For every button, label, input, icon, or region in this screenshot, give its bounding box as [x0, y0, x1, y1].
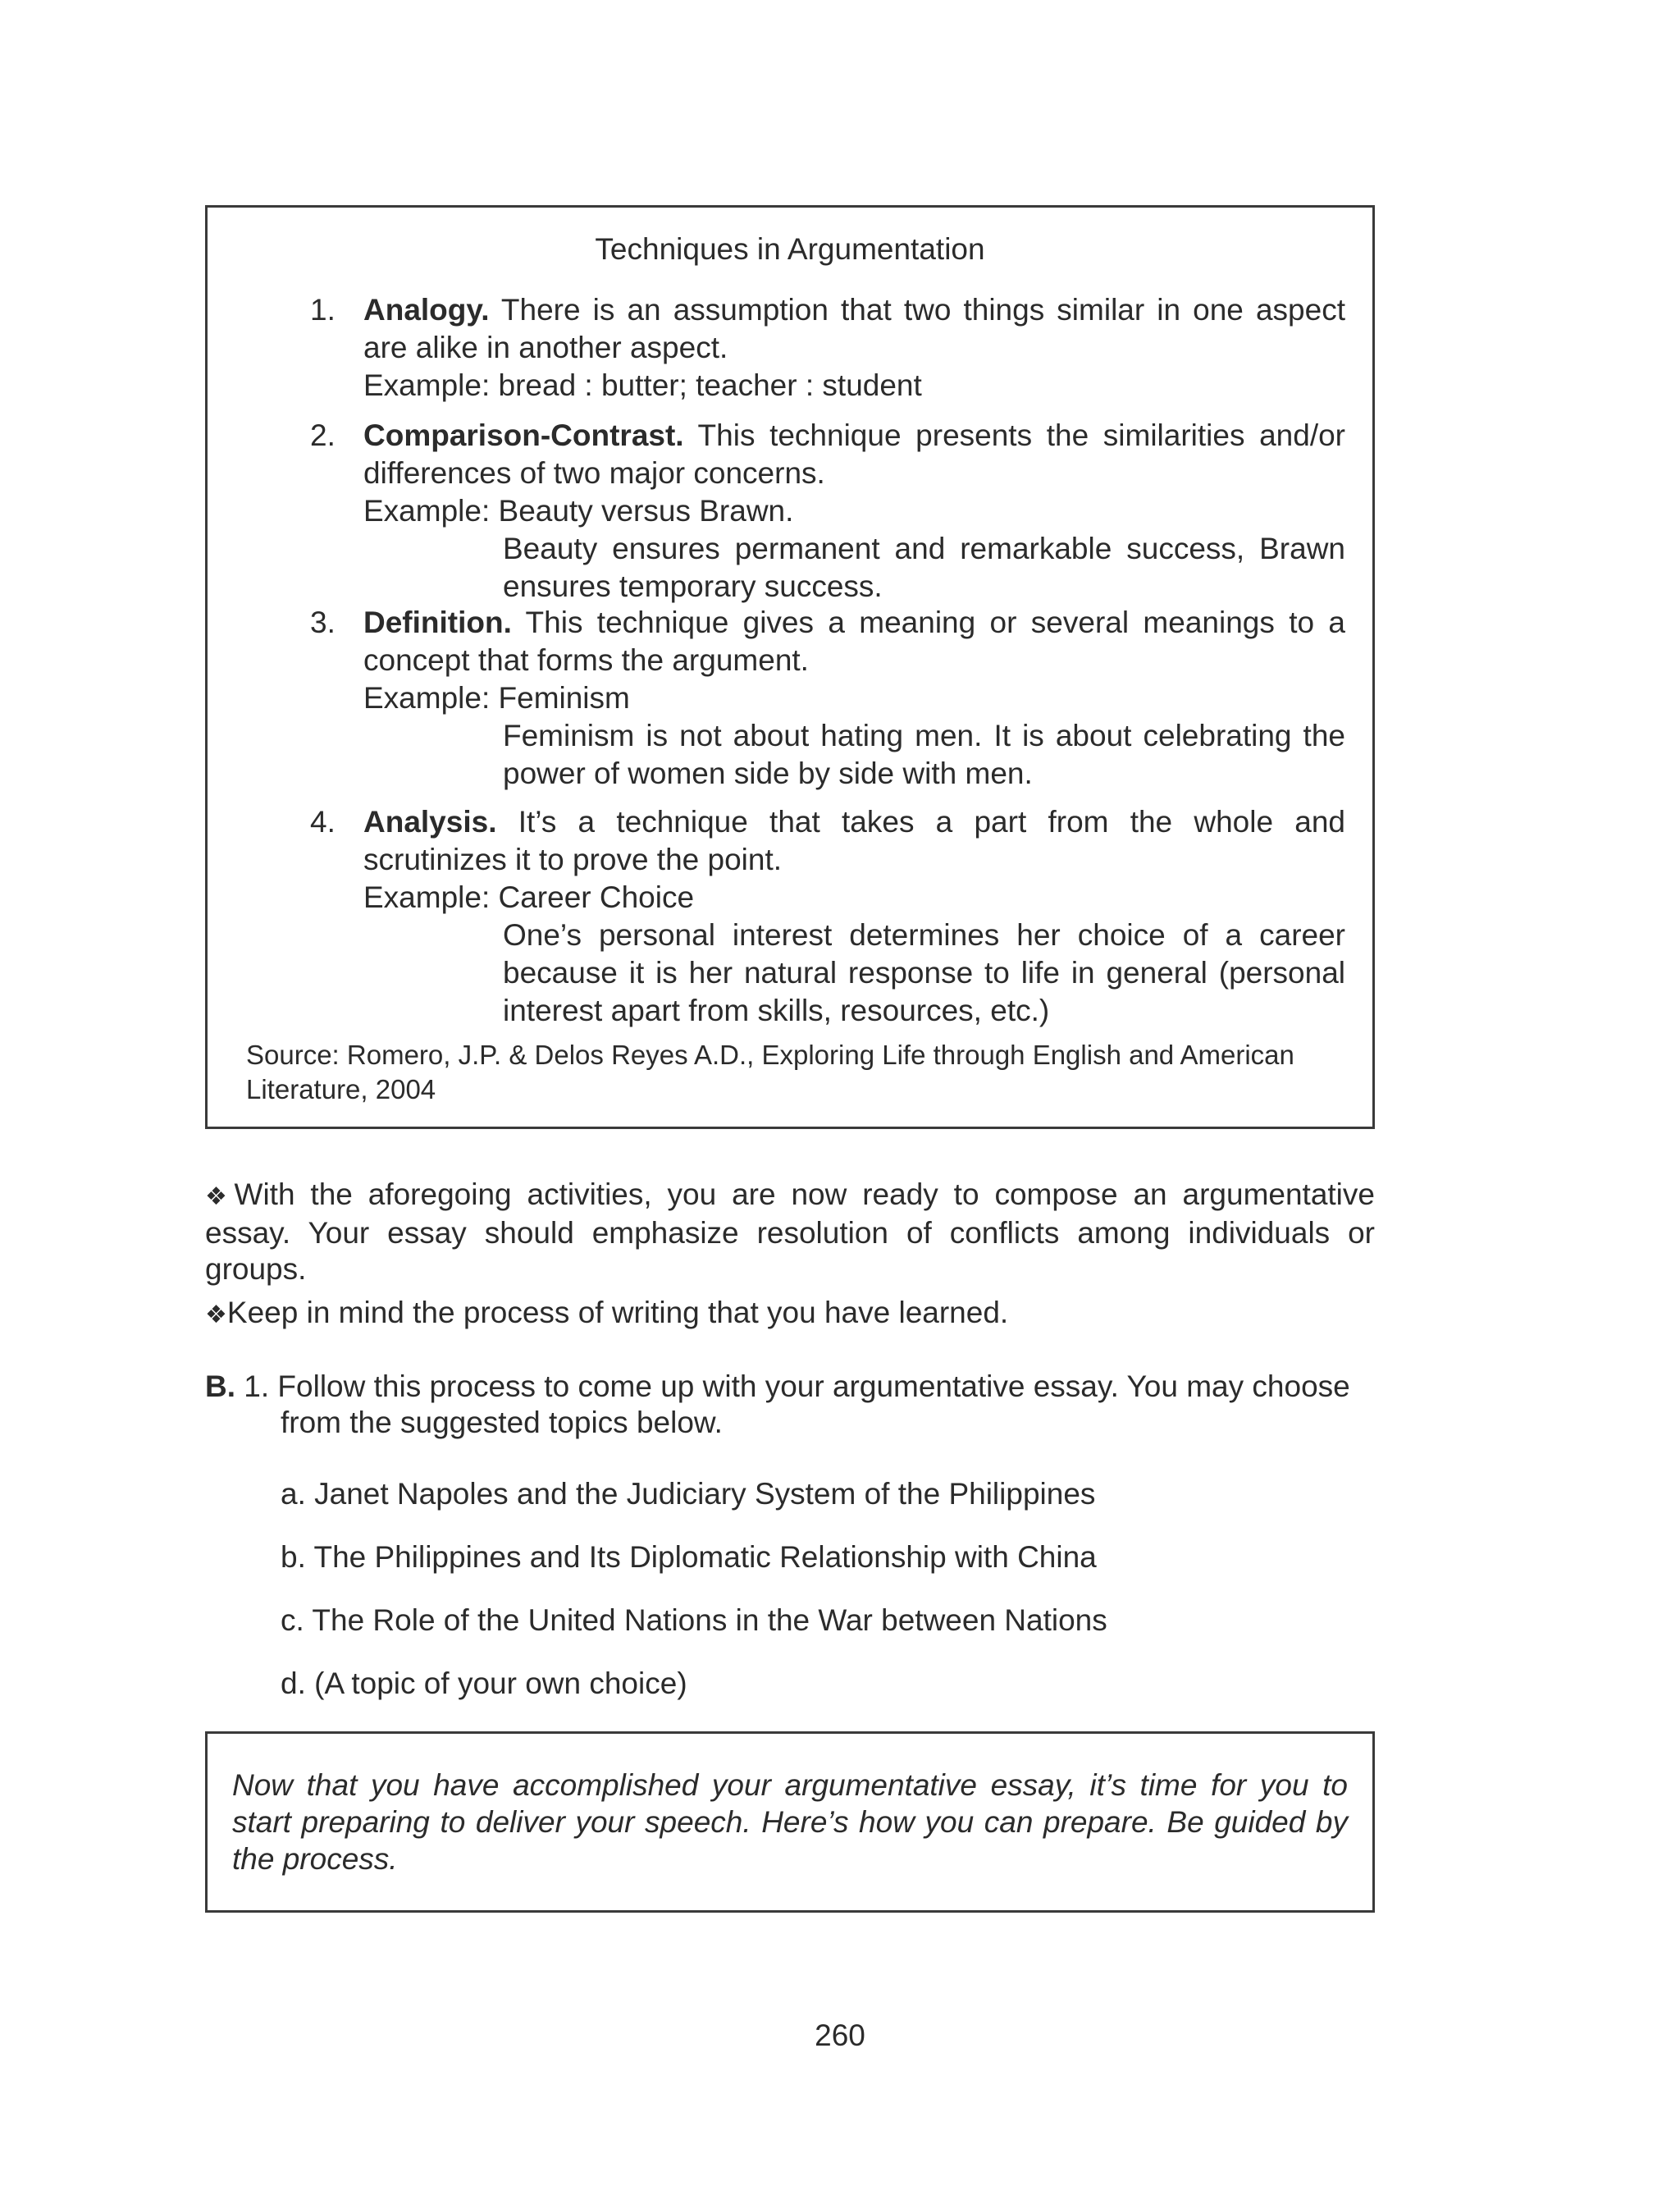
technique-example-label: Example: Feminism	[363, 681, 630, 715]
page-number: 260	[815, 2019, 865, 2052]
technique-example-text: One’s personal interest determines her choice of a career because it is her natural response to life in general (personal interest apart from skills, resources, etc.)	[503, 918, 1345, 1027]
note-box	[205, 1731, 1375, 1913]
bullet-text: Keep in mind the process of writing that you have learned.	[226, 1296, 1009, 1329]
technique-definition	[310, 604, 1345, 793]
techniques-box	[205, 205, 1375, 1129]
topic-item: b. The Philippines and Its Diplomatic Relationship with China	[281, 1540, 1097, 1574]
technique-example-label: Example: bread : butter; teacher : student	[363, 368, 922, 402]
diamond-bullet-icon: ❖	[205, 1183, 235, 1210]
technique-description: There is an assumption that two things similar in one aspect are alike in another aspect.	[363, 293, 1345, 364]
technique-description: It’s a technique that takes a part from the whole and scrutinizes it to prove the point.	[363, 805, 1345, 876]
note-text: Now that you have accomplished your argumentative essay, it’s time for you to start preparing to deliver your speech. Here’s how you can prepare. Be guided by the process.	[232, 1768, 1348, 1876]
technique-term: Comparison-Contrast.	[363, 418, 684, 452]
technique-description: This technique gives a meaning or several meanings to a concept that forms the argument.	[363, 606, 1345, 677]
technique-analysis	[310, 803, 1345, 1030]
technique-number: 3.	[310, 606, 336, 639]
technique-number: 1.	[310, 293, 336, 327]
technique-analogy	[310, 291, 1345, 405]
topic-item: a. Janet Napoles and the Judiciary System of the Philippines	[281, 1477, 1096, 1511]
topic-item: c. The Role of the United Nations in the War between Nations	[281, 1603, 1107, 1637]
section-b-label: B.	[205, 1369, 235, 1403]
techniques-box-title: Techniques in Argumentation	[595, 232, 985, 266]
technique-term: Definition.	[363, 606, 512, 639]
instruction-bullet-process	[205, 1295, 1375, 1333]
technique-description: This technique presents the similarities and/or differences of two major concerns.	[363, 418, 1345, 490]
diamond-bullet-icon: ❖	[205, 1301, 227, 1328]
technique-example-text: Beauty ensures permanent and remarkable success, Brawn ensures temporary success.	[503, 532, 1345, 603]
instruction-bullet-compose	[205, 1177, 1375, 1287]
section-b-line1: 1. Follow this process to come up with your argumentative essay. You may choose	[235, 1369, 1350, 1403]
section-b-line2: from the suggested topics below.	[281, 1406, 723, 1439]
topic-item: d. (A topic of your own choice)	[281, 1667, 687, 1700]
technique-number: 4.	[310, 805, 336, 839]
technique-number: 2.	[310, 418, 336, 452]
technique-example-label: Example: Career Choice	[363, 880, 695, 914]
bullet-text: With the aforegoing activities, you are now ready to compose an argumentative essay. Your essay should emphasize resolution of conflicts among individuals or groups.	[205, 1177, 1375, 1286]
technique-example-text: Feminism is not about hating men. It is about celebrating the power of women side by side with men.	[503, 719, 1345, 790]
technique-term: Analysis.	[363, 805, 497, 839]
technique-term: Analogy.	[363, 293, 490, 327]
section-b-instruction	[205, 1369, 1375, 1441]
technique-example-label: Example: Beauty versus Brawn.	[363, 494, 794, 528]
source-citation: Source: Romero, J.P. & Delos Reyes A.D., Exploring Life through English and American Literature, 2004	[246, 1040, 1294, 1104]
technique-comparison-contrast	[310, 417, 1345, 606]
